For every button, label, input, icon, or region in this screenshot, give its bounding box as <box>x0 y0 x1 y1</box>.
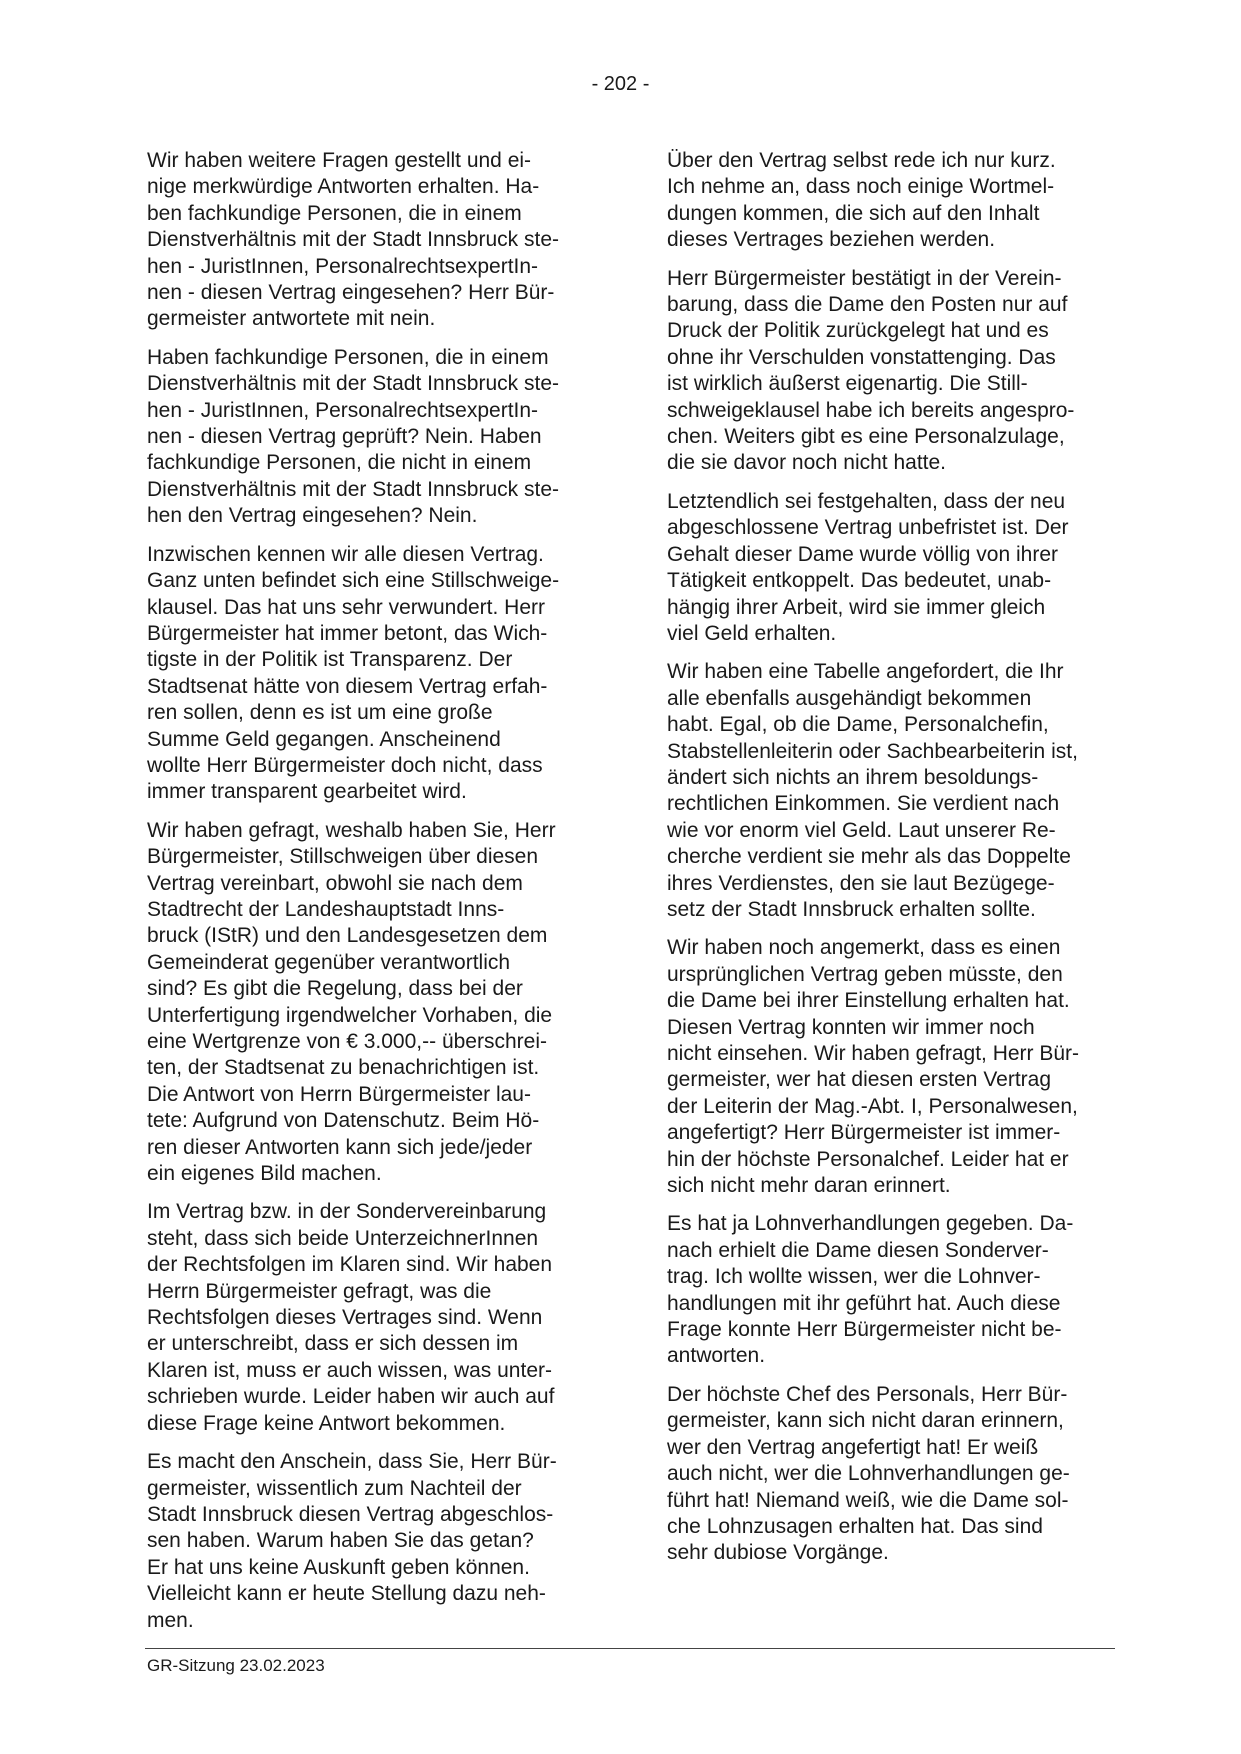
footer-divider <box>145 1648 1115 1649</box>
paragraph: Herr Bürgermeister bestätigt in der Verein- barung, dass die Dame den Posten nur auf Druck der Politik zurückgelegt hat und es ohne ihr Verschulden vonstattenging. Das ist wirklich äußerst eigenartig. Die Still- schweigeklausel habe ich bereits angespro- chen. Weiters gibt es eine Personalzulage, die sie davor noch nicht hatte. <box>667 266 1075 475</box>
paragraph: Über den Vertrag selbst rede ich nur kurz. Ich nehme an, dass noch einige Wortmel- dungen kommen, die sich auf den Inhalt dieses Vertrages beziehen werden. <box>667 149 1056 252</box>
paragraph: Wir haben weitere Fragen gestellt und ei- nige merkwürdige Antworten erhalten. Ha- ben fachkundige Personen, die in einem Dienstverhältnis mit der Stadt Innsbruck ste- hen - JuristInnen, PersonalrechtsexpertIn- nen - diesen Vertrag eingesehen? Herr Bür- germeister antwortete mit nein. <box>147 149 560 331</box>
paragraph: Inzwischen kennen wir alle diesen Vertrag. Ganz unten befindet sich eine Stillschweige- klausel. Das hat uns sehr verwundert. Herr Bürgermeister hat immer betont, das Wich- tigste in der Politik ist Transparenz. Der Stadtsenat hätte von diesem Vertrag erfah- ren sollen, denn es ist um eine große Summe Geld gegangen. Anscheinend wollte Herr Bürgermeister doch nicht, dass immer transparent gearbeitet wird. <box>147 542 560 804</box>
paragraph: Der höchste Chef des Personals, Herr Bür- germeister, kann sich nicht daran erinnern, wer den Vertrag angefertigt hat! Er weiß auch nicht, wer die Lohnverhandlungen ge- führt hat! Niemand weiß, wie die Dame sol- che Lohnzusagen erhalten hat. Das sind sehr dubiose Vorgänge. <box>667 1382 1070 1565</box>
paragraph: Wir haben noch angemerkt, dass es einen ursprünglichen Vertrag geben müsste, den die Dame bei ihrer Einstellung erhalten hat. Diesen Vertrag konnten wir immer noch nicht einsehen. Wir haben gefragt, Herr Bür- germeister, wer hat diesen ersten Vertrag der Leiterin der Mag.-Abt. I, Personalwesen, angefertigt? Herr Bürgermeister ist immer- hin der höchste Personalchef. Leider hat er sich nicht mehr daran erinnert. <box>667 936 1080 1198</box>
paragraph: Im Vertrag bzw. in der Sondervereinbarung steht, dass sich beide UnterzeichnerInnen der Rechtsfolgen im Klaren sind. Wir haben Herrn Bürgermeister gefragt, was die Rechtsfolgen dieses Vertrages sind. Wenn er unterschreibt, dass er sich dessen im Klaren ist, muss er auch wissen, was unter- schrieben wurde. Leider haben wir auch auf diese Frage keine Antwort bekommen. <box>147 1200 555 1435</box>
paragraph: Es macht den Anschein, dass Sie, Herr Bür- germeister, wissentlich zum Nachteil der Stadt Innsbruck diesen Vertrag abgeschlos- sen haben. Warum haben Sie das getan? Er hat uns keine Auskunft geben können. Vielleicht kann er heute Stellung dazu neh- men. <box>147 1450 557 1632</box>
paragraph: Wir haben gefragt, weshalb haben Sie, Herr Bürgermeister, Stillschweigen über diesen Vertrag vereinbart, obwohl sie nach dem Stadtrecht der Landeshauptstadt Inns- bruck (IStR) und den Landesgesetzen dem Gemeinderat gegenüber verantwortlich sind? Es gibt die Regelung, dass bei der Unterfertigung irgendwelcher Vorhaben, die eine Wertgrenze von € 3.000,-- überschrei- ten, der Stadtsenat zu benachrichtigen ist. Die Antwort von Herrn Bürgermeister lau- tete: Aufgrund von Datenschutz. Beim Hö- ren dieser Antworten kann sich jede/jeder ein eigenes Bild machen. <box>147 818 556 1186</box>
paragraph: Letztendlich sei festgehalten, dass der neu abgeschlossene Vertrag unbefristet ist. Der Gehalt dieser Dame wurde völlig von ihrer Tätigkeit entkoppelt. Das bedeutet, unab- hängig ihrer Arbeit, wird sie immer gleich viel Geld erhalten. <box>667 489 1069 645</box>
paragraph: Haben fachkundige Personen, die in einem Dienstverhältnis mit der Stadt Innsbruck ste- hen - JuristInnen, PersonalrechtsexpertIn- nen - diesen Vertrag geprüft? Nein. Haben fachkundige Personen, die nicht in einem Dienstverhältnis mit der Stadt Innsbruck ste- hen den Vertrag eingesehen? Nein. <box>147 345 560 528</box>
paragraph: Es hat ja Lohnverhandlungen gegeben. Da- nach erhielt die Dame diesen Sonderver- trag. Ich wollte wissen, wer die Lohnver- handlungen mit ihr geführt hat. Auch diese Frage konnte Herr Bürgermeister nicht be- antworten. <box>667 1212 1074 1368</box>
footer-session-label: GR-Sitzung 23.02.2023 <box>147 1656 325 1675</box>
paragraph: Wir haben eine Tabelle angefordert, die Ihr alle ebenfalls ausgehändigt bekommen habt. Egal, ob die Dame, Personalchefin, Stabstellenleiterin oder Sachbearbeiterin ist, ändert sich nichts an ihrem besoldungs- rechtlichen Einkommen. Sie verdient nach wie vor enorm viel Geld. Laut unserer Re- cherche verdient sie mehr als das Doppelte ihres Verdienstes, den sie laut Bezügege- setz der Stadt Innsbruck erhalten sollte. <box>667 660 1078 921</box>
left-column <box>147 148 595 1646</box>
page-number: - 202 - <box>591 73 650 95</box>
right-column <box>667 148 1115 1579</box>
